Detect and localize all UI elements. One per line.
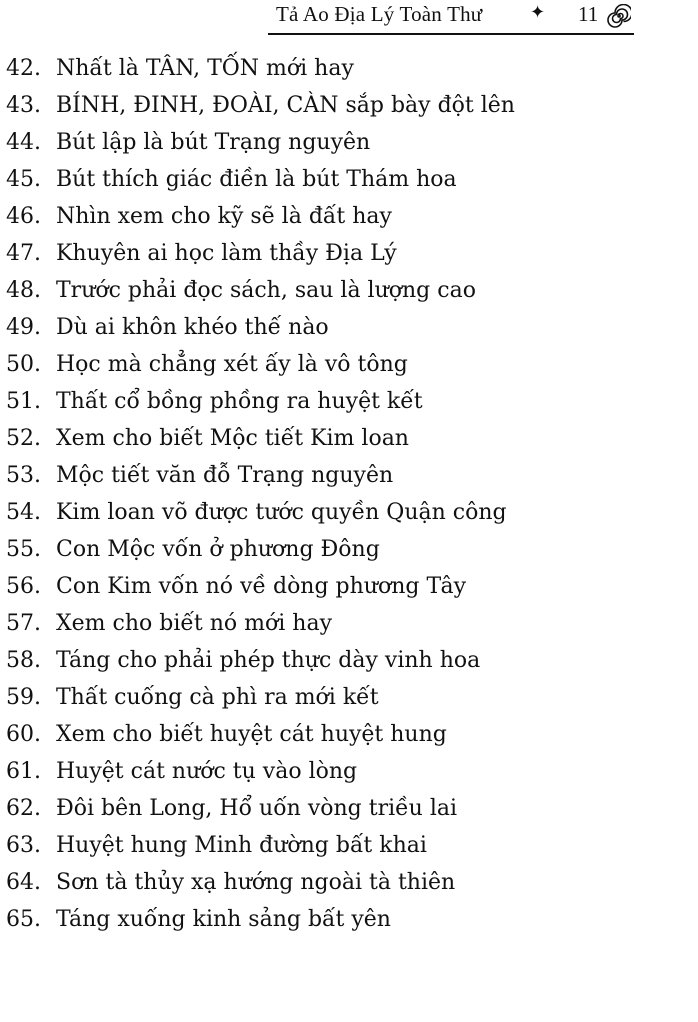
- verse-text: Kim loan võ được tước quyền Quận công: [56, 500, 507, 525]
- verse-number: 43.: [6, 93, 41, 118]
- verse-line: [6, 346, 515, 383]
- verse-number: 54.: [6, 500, 41, 525]
- verse-text: Mộc tiết văn đỗ Trạng nguyên: [56, 463, 394, 488]
- verse-number: 48.: [6, 278, 41, 303]
- verse-text: Bút lập là bút Trạng nguyên: [56, 130, 371, 155]
- verse-line: [6, 901, 515, 938]
- verse-text: Con Mộc vốn ở phương Đông: [56, 537, 380, 562]
- verse-line: [6, 790, 515, 827]
- verse-number: 55.: [6, 537, 41, 562]
- verse-text: Thất cổ bồng phồng ra huyệt kết: [56, 389, 423, 414]
- verse-line: [6, 272, 515, 309]
- verse-text: Học mà chẳng xét ấy là vô tông: [56, 352, 408, 377]
- verse-number: 51.: [6, 389, 41, 414]
- verse-number: 59.: [6, 685, 41, 710]
- verse-number: 64.: [6, 870, 41, 895]
- verse-text: Nhìn xem cho kỹ sẽ là đất hay: [56, 204, 392, 229]
- verse-line: [6, 605, 515, 642]
- verse-line: [6, 161, 515, 198]
- verse-line: [6, 716, 515, 753]
- verse-number: 65.: [6, 907, 41, 932]
- verse-text: Táng xuống kinh sảng bất yên: [56, 907, 391, 932]
- verse-text: Xem cho biết huyệt cát huyệt hung: [56, 722, 447, 747]
- verse-line: [6, 642, 515, 679]
- verse-text: Con Kim vốn nó về dòng phương Tây: [56, 574, 467, 599]
- verse-number: 53.: [6, 463, 41, 488]
- verse-number: 62.: [6, 796, 41, 821]
- book-title: Tả Ao Địa Lý Toàn Thư: [276, 2, 483, 26]
- verse-line: [6, 383, 515, 420]
- verse-line: [6, 457, 515, 494]
- verse-text: Xem cho biết Mộc tiết Kim loan: [56, 426, 409, 451]
- verse-line: [6, 235, 515, 272]
- verse-number: 47.: [6, 241, 41, 266]
- verse-line: [6, 679, 515, 716]
- verse-text: Thất cuống cà phì ra mới kết: [56, 685, 379, 710]
- verse-number: 60.: [6, 722, 41, 747]
- verse-number: 61.: [6, 759, 41, 784]
- verse-line: [6, 827, 515, 864]
- page-number: 11: [578, 2, 599, 26]
- verse-line: [6, 124, 515, 161]
- verse-text: Táng cho phải phép thực dày vinh hoa: [56, 648, 481, 673]
- spiral-icon: [607, 4, 631, 28]
- verse-text: Xem cho biết nó mới hay: [56, 611, 333, 636]
- verse-text: Sơn tà thủy xạ hướng ngoài tà thiên: [56, 870, 456, 895]
- verse-line: [6, 753, 515, 790]
- running-header: [268, 0, 648, 40]
- verse-text: Trước phải đọc sách, sau là lượng cao: [56, 278, 476, 303]
- verse-text: BÍNH, ĐINH, ĐOÀI, CÀN sắp bày đột lên: [56, 93, 515, 118]
- verse-number: 58.: [6, 648, 41, 673]
- verse-number: 52.: [6, 426, 41, 451]
- verse-line: [6, 864, 515, 901]
- verse-number: 56.: [6, 574, 41, 599]
- verse-line: [6, 87, 515, 124]
- verse-line: [6, 309, 515, 346]
- verse-line: [6, 531, 515, 568]
- header-rule: [268, 33, 634, 35]
- verse-text: Đôi bên Long, Hổ uốn vòng triều lai: [56, 796, 458, 821]
- verse-text: Khuyên ai học làm thầy Địa Lý: [56, 241, 397, 266]
- verse-text: Nhất là TÂN, TỐN mới hay: [56, 56, 354, 81]
- verse-number: 45.: [6, 167, 41, 192]
- verse-line: [6, 420, 515, 457]
- verse-line: [6, 568, 515, 605]
- verse-line: [6, 50, 515, 87]
- verse-text: Huyệt hung Minh đường bất khai: [56, 833, 427, 858]
- verse-number: 46.: [6, 204, 41, 229]
- verse-text: Bút thích giác điền là bút Thám hoa: [56, 167, 457, 192]
- verse-number: 63.: [6, 833, 41, 858]
- verse-list: [6, 50, 515, 938]
- verse-number: 49.: [6, 315, 41, 340]
- verse-number: 44.: [6, 130, 41, 155]
- verse-number: 42.: [6, 56, 41, 81]
- verse-text: Huyệt cát nước tụ vào lòng: [56, 759, 358, 784]
- verse-line: [6, 494, 515, 531]
- verse-number: 50.: [6, 352, 41, 377]
- verse-text: Dù ai khôn khéo thế nào: [56, 315, 329, 340]
- verse-line: [6, 198, 515, 235]
- diamond-separator-icon: ✦: [530, 2, 546, 23]
- verse-number: 57.: [6, 611, 41, 636]
